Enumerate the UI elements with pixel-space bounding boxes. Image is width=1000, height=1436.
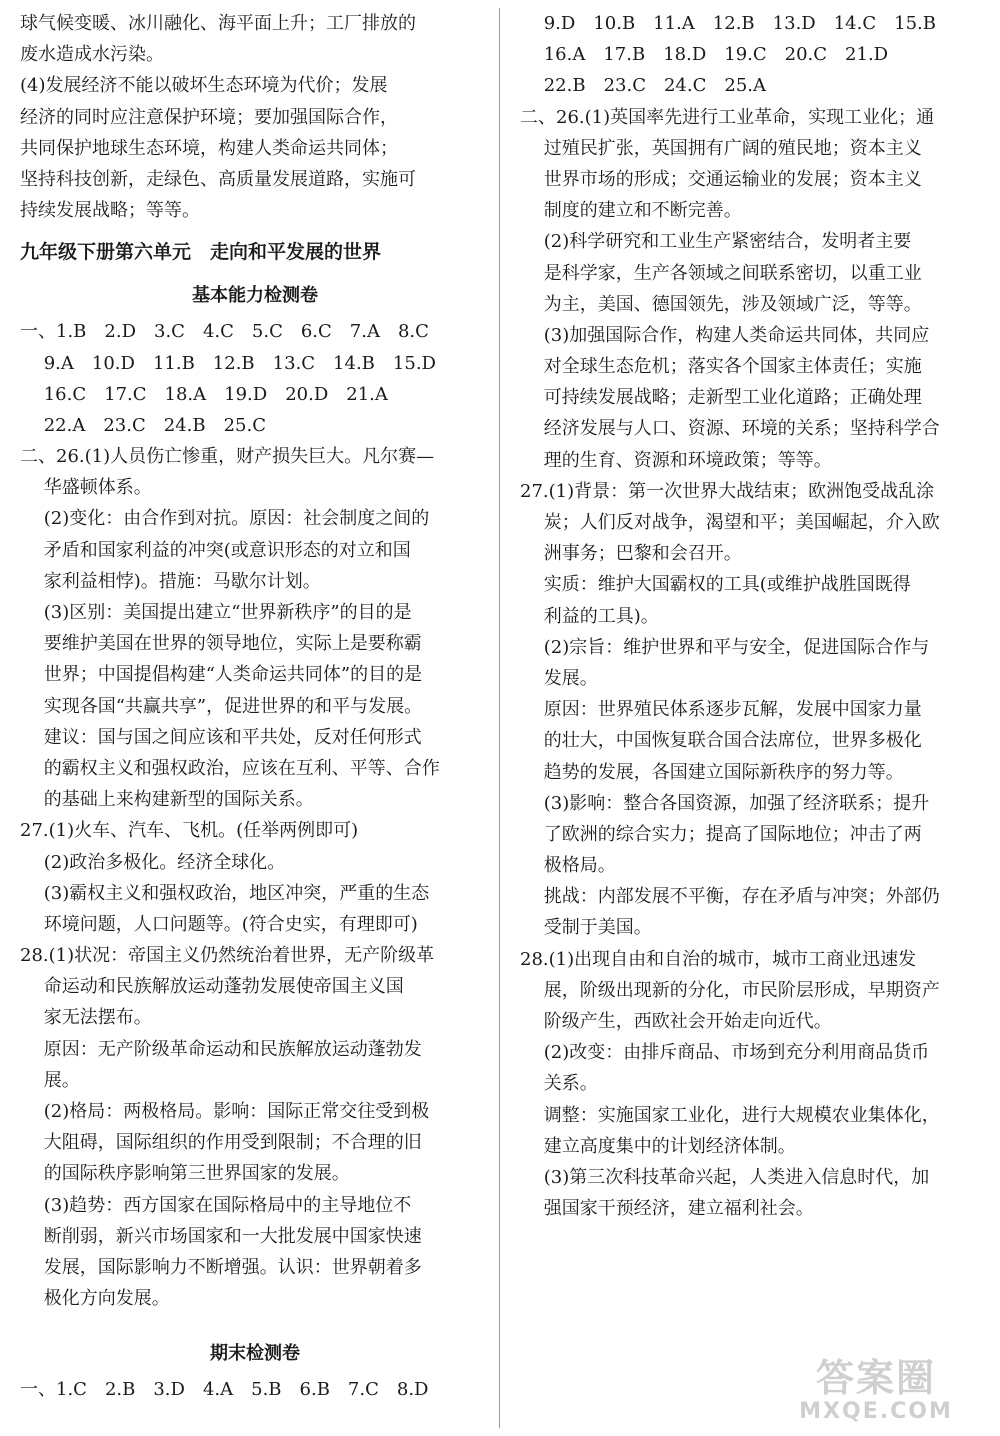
answer-line: 世界；中国提倡构建“人类命运共同体”的目的是	[20, 664, 423, 686]
answer-line: (4)发展经济不能以破坏生态环境为代价；发展	[20, 75, 388, 97]
answer-line: 经济发展与人口、资源、环境的关系；坚持科学合	[520, 418, 940, 440]
answer-line: (2)政治多极化。经济全球化。	[20, 851, 286, 873]
left-column	[20, 8, 490, 1406]
answer-line: 强国家干预经济，建立福利社会。	[520, 1198, 814, 1220]
column-divider	[499, 8, 500, 1428]
test-title: 期末检测卷	[210, 1343, 300, 1365]
answer-line: (2)科学研究和工业生产紧密结合，发明者主要	[520, 231, 912, 253]
answer-line: 为主，美国、德国领先，涉及领域广泛，等等。	[520, 293, 922, 315]
answer-line: 展，阶级出现新的分化，市民阶层形成，早期资产	[520, 979, 940, 1001]
answer-line: 实现各国“共赢共享”，促进世界的和平与发展。	[20, 695, 423, 717]
answer-line: 二、26.(1)英国率先进行工业革命，实现工业化；通	[520, 106, 935, 128]
answer-line: 制度的建立和不断完善。	[520, 200, 742, 222]
answer-line: 大阻碍，国际组织的作用受到限制；不合理的旧	[20, 1132, 422, 1154]
answer-line: 的基础上来构建新型的国际关系。	[20, 789, 314, 811]
answer-line: 可持续发展战略；走新型工业化道路；正确处理	[520, 387, 922, 409]
answer-line: 9.D 10.B 11.A 12.B 13.D 14.C 15.B	[520, 13, 936, 34]
answer-line: 家利益相悖)。措施：马歇尔计划。	[20, 570, 321, 592]
answer-line: (2)改变：由排斥商品、市场到充分利用商品货币	[520, 1042, 930, 1064]
answer-line: 建议：国与国之间应该和平共处，反对任何形式	[20, 726, 422, 748]
answer-line: 理的生育、资源和环境政策；等等。	[520, 449, 832, 471]
answer-line: 对全球生态危机；落实各个国家主体责任；实施	[520, 356, 922, 378]
answer-line: (2)格局：两极格局。影响：国际正常交往受到极	[20, 1101, 430, 1122]
answer-line: 原因：无产阶级革命运动和民族解放运动蓬勃发	[20, 1038, 422, 1060]
answer-line: 了欧洲的综合实力；提高了国际地位；冲击了两	[520, 823, 922, 845]
answer-line: 28.(1)状况：帝国主义仍然统治着世界，无产阶级革	[20, 945, 435, 967]
answer-line: (3)霸权主义和强权政治，地区冲突，严重的生态	[20, 882, 430, 904]
answer-line: 22.B 23.C 24.C 25.A	[520, 75, 766, 97]
answer-line: 炭；人们反对战争，渴望和平；美国崛起，介入欧	[520, 512, 940, 533]
answer-line: 球气候变暖、冰川融化、海平面上升；工厂排放的	[20, 13, 416, 34]
answer-line: 断削弱，新兴市场国家和一大批发展中国家快速	[20, 1225, 422, 1247]
answer-line: 洲事务；巴黎和会召开。	[520, 543, 742, 565]
answer-line: 展。	[20, 1069, 80, 1091]
answer-line: (3)加强国际合作，构建人类命运共同体，共同应	[520, 324, 930, 346]
answer-line: 废水造成水污染。	[20, 44, 164, 66]
answer-line: 极格局。	[520, 855, 616, 877]
answer-line: 27.(1)背景：第一次世界大战结束；欧洲饱受战乱涂	[520, 480, 935, 502]
answer-line: 原因：世界殖民体系逐步瓦解，发展中国家力量	[520, 699, 922, 721]
answer-line: 矛盾和国家利益的冲突(或意识形态的对立和国	[20, 539, 411, 561]
answer-line: (2)宗旨：维护世界和平与安全，促进国际合作与	[520, 636, 930, 658]
answer-line: 共同保护地球生态环境，构建人类命运共同体；	[20, 137, 398, 159]
answer-line: 关系。	[520, 1073, 598, 1095]
answer-line: (2)变化：由合作到对抗。原因：社会制度之间的	[20, 508, 430, 530]
answer-line: 命运动和民族解放运动蓬勃发展使帝国主义国	[20, 976, 404, 998]
answer-line: 利益的工具)。	[520, 605, 659, 627]
answer-line: (3)影响：整合各国资源，加强了经济联系；提升	[520, 792, 930, 814]
answer-line: 趋势的发展，各国建立国际新秩序的努力等。	[520, 761, 904, 783]
answer-line: 的霸权主义和强权政治，应该在互利、平等、合作	[20, 757, 440, 779]
answer-line: 建立高度集中的计划经济体制。	[520, 1135, 796, 1157]
answer-line: 的壮大，中国恢复联合国合法席位，世界多极化	[520, 730, 922, 752]
test-title: 基本能力检测卷	[192, 285, 318, 307]
answer-line: 实质：维护大国霸权的工具(或维护战胜国既得	[520, 574, 911, 596]
answer-line: 持续发展战略；等等。	[20, 200, 200, 222]
answer-line: 世界市场的形成；交通运输业的发展；资本主义	[520, 168, 922, 190]
answer-line: (3)第三次科技革命兴起，人类进入信息时代，加	[520, 1166, 930, 1188]
answer-line: 阶级产生，西欧社会开始走向近代。	[520, 1011, 832, 1032]
answer-line: 调整：实施国家工业化，进行大规模农业集体化，	[520, 1104, 940, 1126]
answer-line: 是科学家，生产各领域之间联系密切，以重工业	[520, 262, 922, 284]
answer-line: 过殖民扩张，英国拥有广阔的殖民地；资本主义	[520, 137, 922, 159]
watermark-logo	[776, 1356, 976, 1426]
answer-line: 要维护美国在世界的领导地位，实际上是要称霸	[20, 633, 422, 655]
answer-line: 发展。	[520, 667, 598, 689]
answer-line: 一、1.C 2.B 3.D 4.A 5.B 6.B 7.C 8.D	[20, 1379, 429, 1401]
answer-line: 9.A 10.D 11.B 12.B 13.C 14.B 15.D	[20, 352, 436, 374]
answer-line: (3)区别：美国提出建立“世界新秩序”的目的是	[20, 602, 412, 623]
answer-line: 环境问题，人口问题等。(符合史实，有理即可)	[20, 913, 418, 935]
answer-line: 发展，国际影响力不断增强。认识：世界朝着多	[20, 1256, 422, 1278]
watermark-site-text: MXQE.COM	[799, 1399, 953, 1424]
answer-line: 二、26.(1)人员伤亡惨重，财产损失巨大。凡尔赛—	[20, 446, 435, 468]
answer-line: 受制于美国。	[520, 917, 652, 939]
answer-line: 28.(1)出现自由和自治的城市，城市工商业迅速发	[520, 948, 917, 970]
answer-line: 16.C 17.C 18.A 19.D 20.D 21.A	[20, 383, 388, 405]
answer-line: 16.A 17.B 18.D 19.C 20.C 21.D	[520, 44, 889, 66]
watermark-logo-text: 答案圈	[815, 1356, 936, 1400]
right-column	[520, 8, 990, 1224]
answer-line: 22.A 23.C 24.B 25.C	[20, 414, 266, 436]
answer-line: 挑战：内部发展不平衡，存在矛盾与冲突；外部仍	[520, 886, 940, 908]
answer-line: 经济的同时应注意保护环境；要加强国际合作，	[20, 106, 398, 128]
answer-line: 的国际秩序影响第三世界国家的发展。	[20, 1163, 350, 1185]
answer-line: 极化方向发展。	[20, 1288, 170, 1310]
answer-line: 华盛顿体系。	[20, 477, 152, 499]
answer-line: (3)趋势：西方国家在国际格局中的主导地位不	[20, 1194, 412, 1216]
answer-line: 坚持科技创新，走绿色、高质量发展道路，实施可	[20, 168, 416, 190]
answer-line: 27.(1)火车、汽车、飞机。(任举两例即可)	[20, 820, 359, 842]
answer-line: 一、1.B 2.D 3.C 4.C 5.C 6.C 7.A 8.C	[20, 321, 429, 343]
answer-line: 家无法摆布。	[20, 1007, 152, 1029]
unit-heading: 九年级下册第六单元 走向和平发展的世界	[20, 241, 382, 264]
section-spacer	[20, 1314, 490, 1334]
